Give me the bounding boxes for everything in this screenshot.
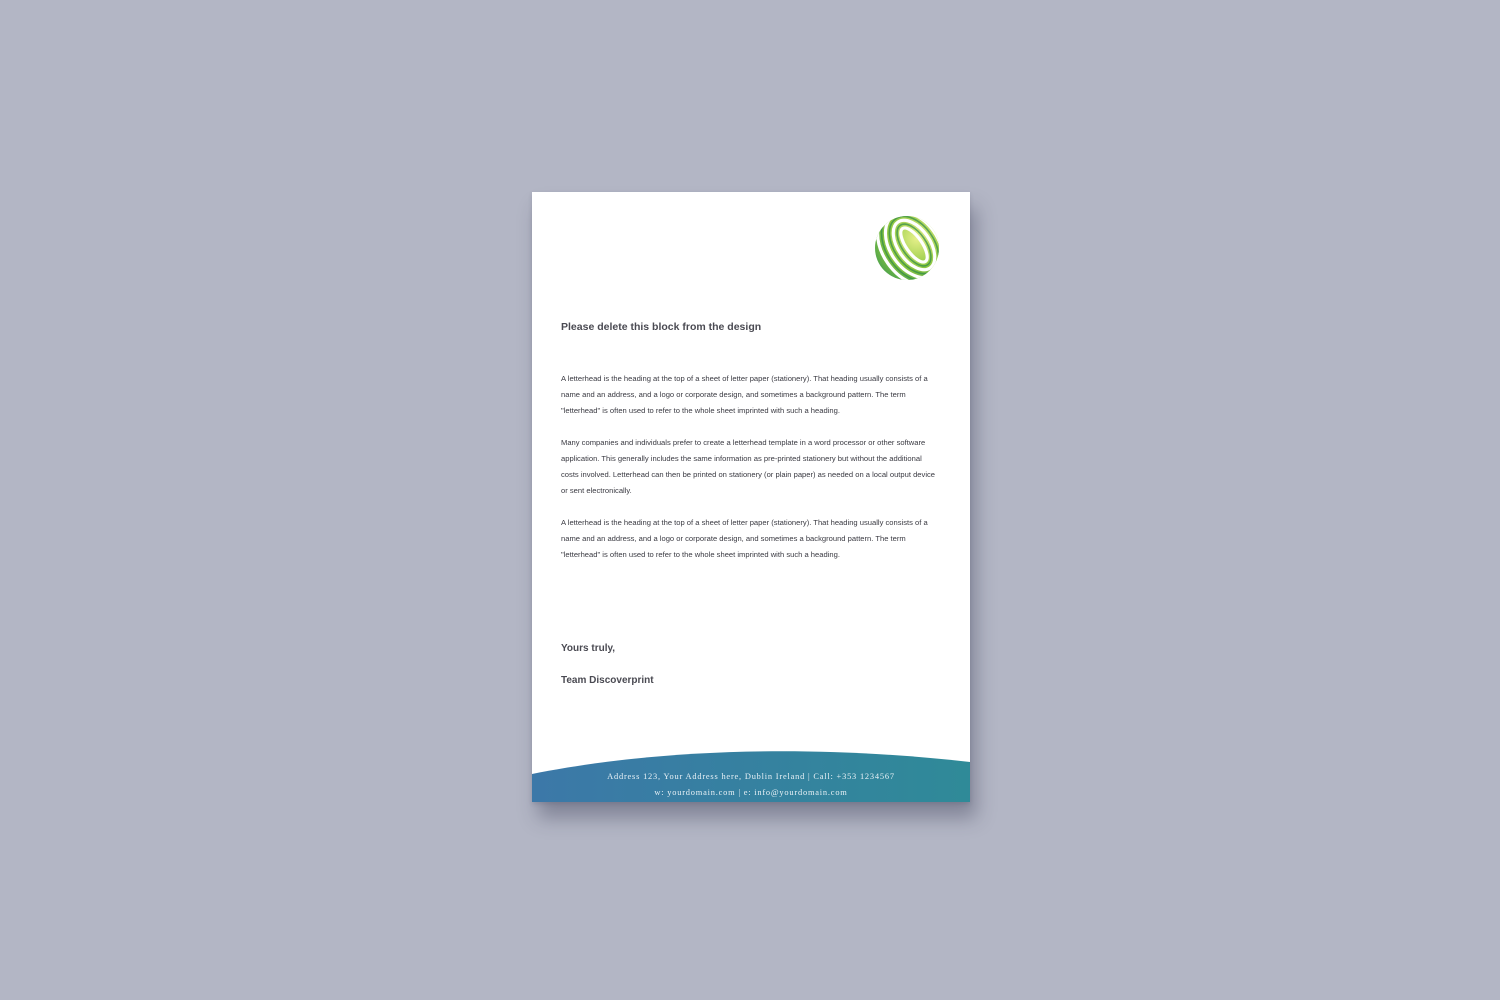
- paragraph-3: A letterhead is the heading at the top of a sheet of letter paper (stationery). That heading usually consists of a name and an address, and a logo or corporate design, and sometimes a background pattern. The term "letterhead" is often used to refer to the whole sheet imprinted with such a heading.: [561, 518, 928, 559]
- paragraph-2: Many companies and individuals prefer to create a letterhead template in a word processor or other software application. This generally includes the same information as pre-printed stationery but without the additional costs involved. Letterhead can then be printed on stationery (or plain paper) as needed on a local output device or sent electronically.: [561, 438, 936, 495]
- letter-closing: Yours truly,: [561, 643, 616, 654]
- letterhead-sheet: [532, 192, 970, 802]
- paragraph-1: A letterhead is the heading at the top of a sheet of letter paper (stationery). That heading usually consists of a name and an address, and a logo or corporate design, and sometimes a background pattern. The term "letterhead" is often used to refer to the whole sheet imprinted with such a heading.: [561, 374, 928, 415]
- striped-globe-icon: [874, 215, 940, 281]
- letter-signature: Team Discoverprint: [561, 675, 654, 686]
- footer-contact-line: w: yourdomain.com | e: info@yourdomain.com: [654, 788, 848, 797]
- letter-body: [561, 371, 941, 579]
- footer-address-line: Address 123, Your Address here, Dublin Ireland | Call: +353 1234567: [607, 772, 895, 781]
- letter-heading: Please delete this block from the design: [561, 321, 762, 333]
